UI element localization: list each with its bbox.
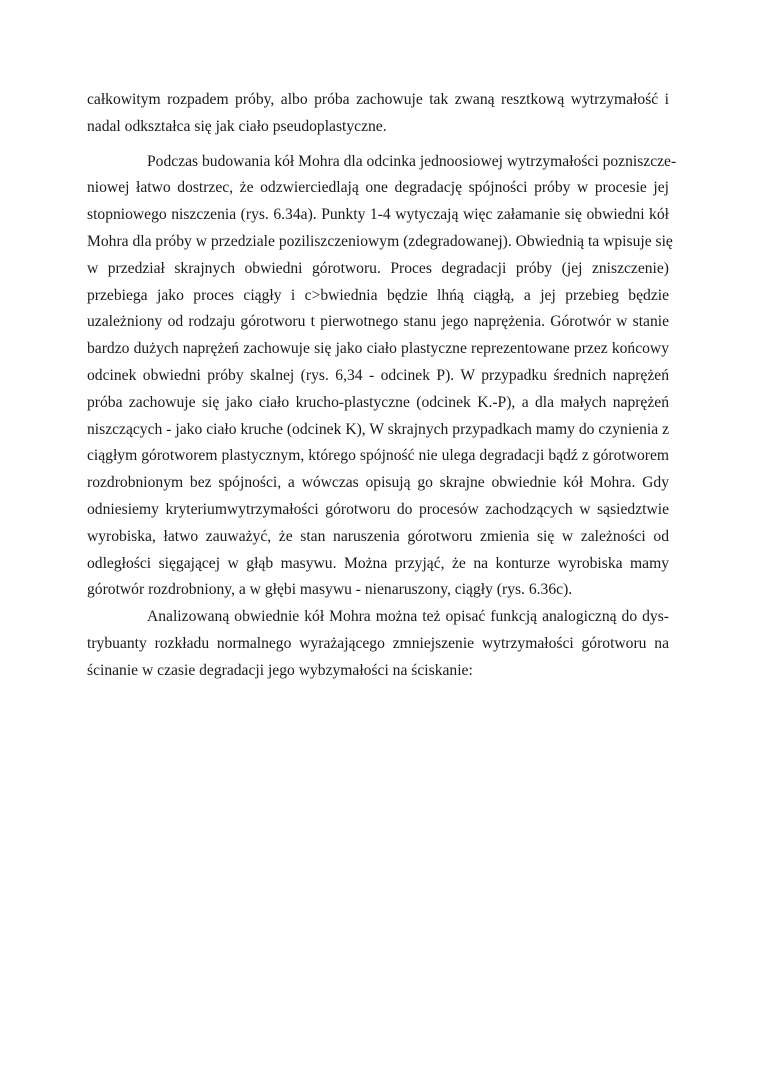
paragraph [87,149,677,605]
text-line: górotwór rozdrobniony, a w głębi masywu - nienaruszony, ciągły (rys. 6.36c). [87,581,573,599]
text-line: Mohra dla próby w przedziale poziliszczeniowym (zdegradowanej). Obwiednią ta wpisuje się [87,232,673,250]
text-line: ścinanie w czasie degradacji jego wybzymałości na ściskanie: [87,661,473,679]
text-line: stopniowego niszczenia (rys. 6.34a). Punkty 1-4 wytyczają więc załamanie się obwiedni kół [87,206,669,224]
paragraph [87,87,669,141]
text-line: odcinek obwiedni próby skalnej (rys. 6,34 - odcinek P). W przypadku średnich naprężeń [87,366,669,384]
text-line: ciągłym górotworem plastycznym, którego spójność nie ulega degradacji bądź z górotworem [87,447,669,465]
paragraph [87,604,669,684]
text-line: w przedział skrajnych obwiedni górotworu. Proces degradacji próby (jej zniszczenie) [87,259,669,277]
text-line: rozdrobnionym bez spójności, a wówczas opisują go skrajne obwiednie kół Mohra. Gdy [87,474,669,492]
text-line: niowej łatwo dostrzec, że odzwierciedlają one degradację spójności próby w procesie jej [87,179,669,197]
text-line: wyrobiska, łatwo zauważyć, że stan naruszenia górotworu zmienia się w zależności od [87,527,669,545]
text-line: odniesiemy kryteriumwytrzymałości górotworu do procesów zachodzących w sąsiedztwie [87,500,669,518]
text-line: bardzo dużych naprężeń zachowuje się jako ciało plastyczne reprezentowane przez końcowy [87,340,669,358]
text-line: niszczących - jako ciało kruche (odcinek K), W skrajnych przypadkach mamy do czynienia z [87,420,669,438]
text-line: przebiega jako proces ciągły i c>bwiednia będzie lhńą ciągłą, a jej przebieg będzie [87,286,669,304]
text-line: całkowitym rozpadem próby, albo próba zachowuje tak zwaną resztkową wytrzymałość i [87,91,669,108]
text-line: nadal odkształca się jak ciało pseudoplastyczne. [87,117,387,135]
text-line: uzależniony od rodzaju górotworu t pierwotnego stanu jego naprężenia. Górotwór w stanie [87,313,669,331]
text-line: Analizowaną obwiednie kół Mohra można też opisać funkcją analogiczną do dys- [147,608,669,626]
text-line: trybuanty rozkładu normalnego wyrażającego zmniejszenie wytrzymałości górotworu na [87,634,669,652]
text-line: Podczas budowania kół Mohra dla odcinka jednoosiowej wytrzymałości pozniszcze- [147,152,677,170]
text-line: odległości sięgającej w głąb masywu. Można przyjąć, że na konturze wyrobiska mamy [87,554,669,572]
text-line: próba zachowuje się jako ciało krucho-plastyczne (odcinek K.-P), a dla małych naprężeń [87,393,669,411]
document-page [87,87,677,685]
